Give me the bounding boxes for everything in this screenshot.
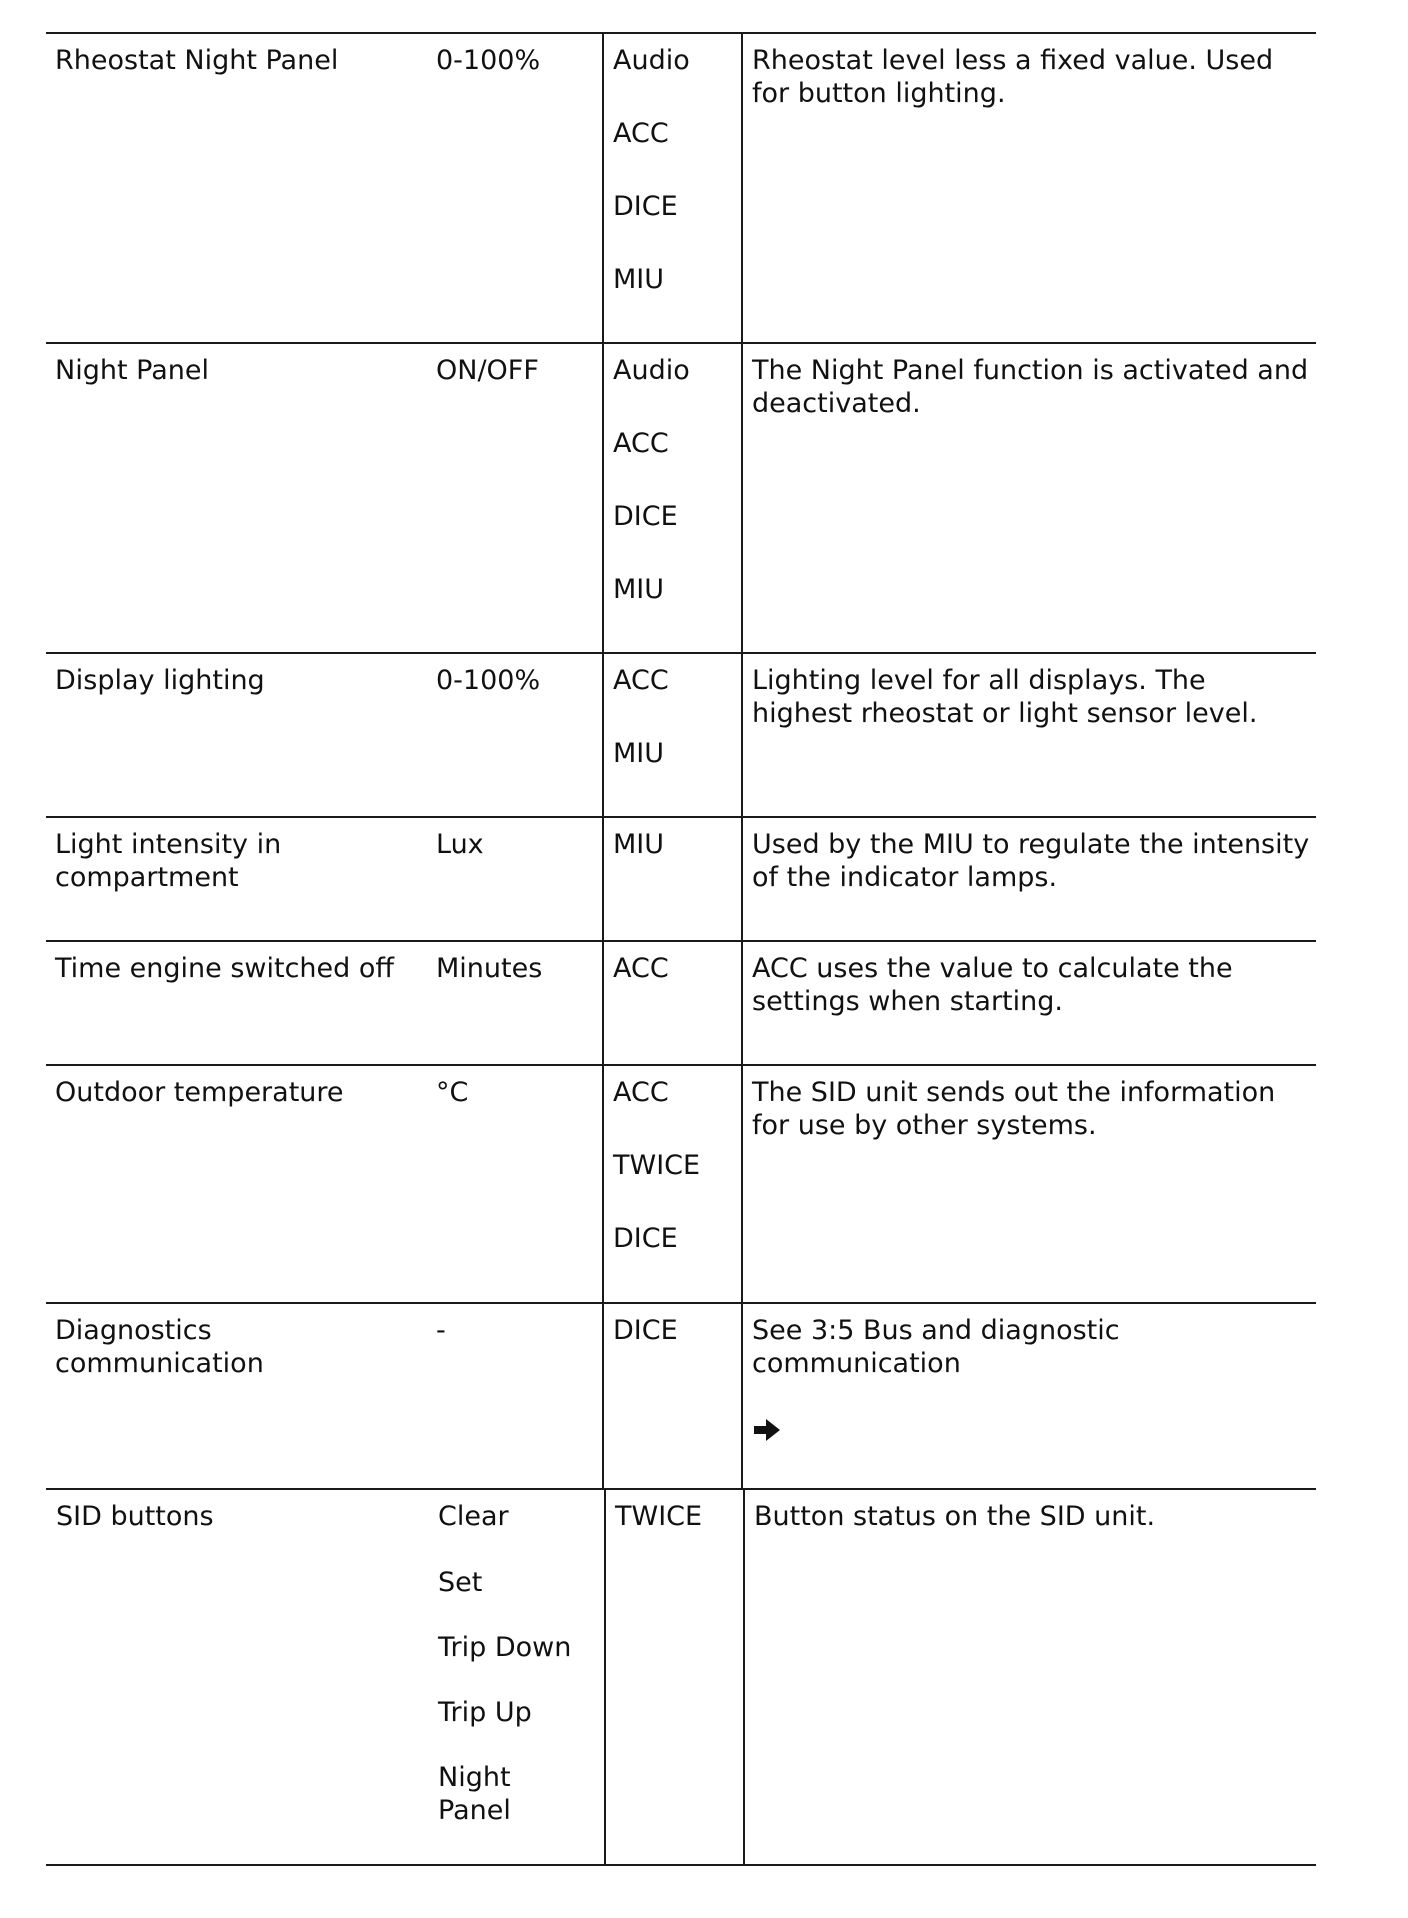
column-rule [743,1488,745,1864]
table-rule [46,342,1316,344]
table-cell-value: °C [436,1077,469,1108]
table-cell-receiver: TWICE [613,1150,701,1181]
table-cell-value: Minutes [436,953,543,984]
table-cell-value: Set [438,1567,483,1598]
column-rule [741,32,743,1490]
table-cell-receiver: DICE [613,1315,678,1346]
table-cell-signal: Outdoor temperature [55,1077,344,1108]
table-cell-value: 0-100% [436,665,541,696]
table-cell-receiver: DICE [613,1223,678,1254]
table-cell-signal: Light intensity in compartment [55,829,282,893]
table-rule [46,1302,1316,1304]
table-cell-receiver: ACC [613,953,669,984]
table-cell-receiver: DICE [613,191,678,222]
table-cell-description: The Night Panel function is activated and deactivated. [752,355,1309,419]
table-cell-description: See 3:5 Bus and diagnostic communication [752,1315,1120,1379]
table-cell-value: Lux [436,829,484,860]
table-cell-value: Night Panel [438,1762,511,1826]
table-cell-signal: Diagnostics communication [55,1315,264,1379]
table-rule [46,940,1316,942]
table-cell-signal: Rheostat Night Panel [55,45,339,76]
table-cell-receiver: ACC [613,1077,669,1108]
table-cell-value: 0-100% [436,45,541,76]
table-cell-receiver: MIU [613,264,665,295]
table-cell-receiver: TWICE [615,1501,703,1532]
table-cell-description: Lighting level for all displays. The highest rheostat or light sensor level. [752,665,1258,729]
table-cell-receiver: DICE [613,501,678,532]
table-cell-value: Trip Down [438,1632,572,1663]
table-cell-signal: Time engine switched off [55,953,394,984]
table-cell-receiver: Audio [613,355,690,386]
table-cell-receiver: Audio [613,45,690,76]
table-cell-value: Trip Up [438,1697,532,1728]
column-rule [602,32,604,1490]
table-cell-signal: Night Panel [55,355,209,386]
column-rule [604,1488,606,1864]
table-cell-value: ON/OFF [436,355,539,386]
table-cell-signal: Display lighting [55,665,265,696]
table-cell-receiver: MIU [613,738,665,769]
table-rule [46,1064,1316,1066]
table-cell-description: Button status on the SID unit. [754,1501,1156,1532]
table-cell-description: Used by the MIU to regulate the intensity of the indicator lamps. [752,829,1310,893]
table-cell-receiver: ACC [613,665,669,696]
table-cell-receiver: MIU [613,574,665,605]
table-cell-description: ACC uses the value to calculate the settings when starting. [752,953,1233,1017]
table-rule [46,1864,1316,1866]
table-cell-description: The SID unit sends out the information for use by other systems. [752,1077,1276,1141]
table-rule [46,816,1316,818]
table-cell-receiver: ACC [613,428,669,459]
table-cell-value: - [436,1315,446,1346]
table-cell-receiver: MIU [613,829,665,860]
table-cell-signal: SID buttons [56,1501,214,1532]
table-cell-receiver: ACC [613,118,669,149]
table-rule [46,32,1316,34]
table-rule [46,1488,1316,1490]
table-cell-value: Clear [438,1501,509,1532]
table-rule [46,652,1316,654]
table-cell-description: Rheostat level less a fixed value. Used for button lighting. [752,45,1274,109]
right-arrow-icon[interactable] [754,1419,780,1441]
